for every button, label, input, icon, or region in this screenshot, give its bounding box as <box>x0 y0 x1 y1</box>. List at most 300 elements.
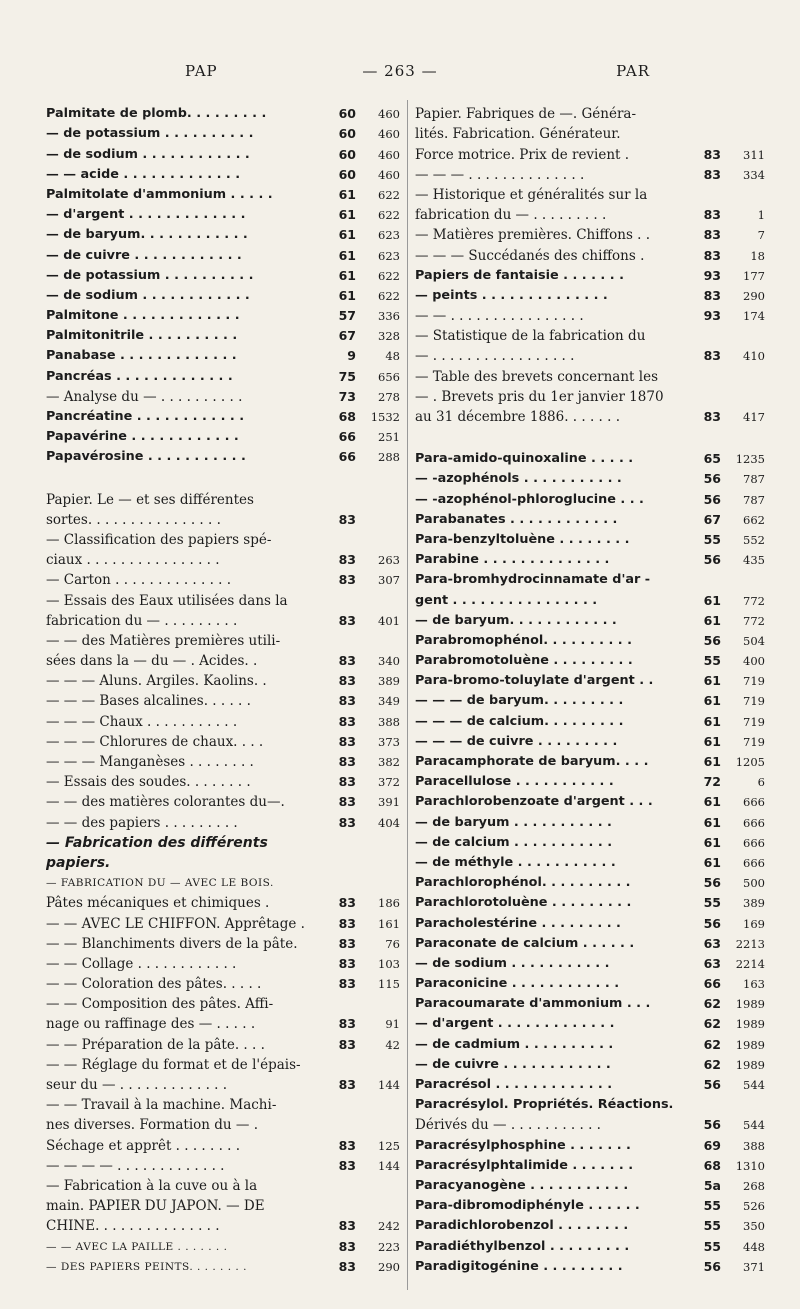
entry-text: Paradigitogénine . . . . . . . . . <box>415 1258 623 1274</box>
entry-volume: 67 <box>338 328 356 344</box>
entry-text: Pancréatine . . . . . . . . . . . . <box>46 409 245 424</box>
entry-volume: 61 <box>703 612 721 628</box>
index-entry <box>415 953 765 973</box>
entry-text: — Historique et généralités sur la <box>415 186 648 203</box>
index-entry <box>415 710 765 730</box>
entry-page: 410 <box>743 349 765 364</box>
entry-volume: 83 <box>338 552 356 568</box>
entry-page: 251 <box>378 430 400 445</box>
entry-volume: 62 <box>703 1016 721 1032</box>
entry-page: 460 <box>378 167 400 182</box>
entry-text: — — — Aluns. Argiles. Kaolins. . <box>46 673 267 690</box>
entry-page: 417 <box>743 410 765 424</box>
index-entry <box>46 791 400 811</box>
entry-page: 622 <box>378 288 400 303</box>
index-entry <box>415 184 765 204</box>
entry-volume: 83 <box>338 612 356 628</box>
entry-volume: 56 <box>703 491 721 507</box>
entry-volume: 83 <box>338 935 356 951</box>
entry-page: 719 <box>743 694 765 709</box>
index-entry <box>46 488 400 508</box>
index-entry <box>415 285 765 305</box>
entry-volume: 68 <box>338 409 356 424</box>
entry-volume: 93 <box>703 308 721 324</box>
entry-volume: 83 <box>703 207 721 223</box>
entry-text: fabrication du — . . . . . . . . . <box>415 207 607 224</box>
entry-text: — de cuivre . . . . . . . . . . . . <box>415 1056 611 1072</box>
entry-text: — de sodium . . . . . . . . . . . <box>415 955 610 971</box>
entry-text: — — des papiers . . . . . . . . . <box>46 814 238 831</box>
entry-text: — Table des brevets concernant les <box>415 368 659 385</box>
entry-text: Paradiéthylbenzol . . . . . . . . . <box>415 1238 630 1254</box>
index-entry <box>415 325 765 345</box>
entry-volume: 61 <box>703 834 721 850</box>
entry-text: — d'argent . . . . . . . . . . . . . <box>46 207 246 223</box>
entry-text: — de sodium . . . . . . . . . . . . <box>46 287 250 303</box>
entry-page: 48 <box>385 349 400 364</box>
entry-text: Parabanates . . . . . . . . . . . . <box>415 511 618 527</box>
entry-volume: 56 <box>703 1258 721 1274</box>
entry-text: — — Travail à la machine. Machi- <box>46 1097 277 1114</box>
entry-text: — — — — . . . . . . . . . . . . . <box>46 1157 225 1174</box>
index-entry <box>46 305 400 325</box>
entry-text: sortes. . . . . . . . . . . . . . . . <box>46 511 221 528</box>
entry-page: 656 <box>378 369 400 384</box>
entry-text: — Fabrication à la cuve ou à la <box>46 1177 258 1194</box>
entry-page: 1989 <box>735 997 765 1012</box>
index-entry <box>46 426 400 446</box>
entry-volume: 61 <box>703 754 721 769</box>
index-entry <box>415 1054 765 1074</box>
entry-volume: 83 <box>338 653 356 669</box>
entry-page: 552 <box>743 532 765 547</box>
entry-page: 290 <box>378 1259 400 1274</box>
entry-page: 1989 <box>735 1037 765 1052</box>
index-entry <box>415 406 765 426</box>
entry-text: Para-bromo-toluylate d'argent . . <box>415 673 654 689</box>
entry-text: — — — de calcium. . . . . . . . . <box>415 713 624 729</box>
entry-volume: 5a <box>703 1177 721 1193</box>
entry-volume: 65 <box>703 451 721 467</box>
entry-text: papiers. <box>46 854 111 871</box>
entry-page: 371 <box>743 1259 765 1274</box>
entry-volume: 83 <box>338 1016 356 1032</box>
entry-text: Para-benzyltoluène . . . . . . . . <box>415 531 630 547</box>
entry-page: 373 <box>378 734 400 749</box>
entry-text: — — — Chlorures de chaux. . . . <box>46 733 264 750</box>
entry-volume: 68 <box>703 1157 721 1173</box>
entry-text: Panabase . . . . . . . . . . . . . <box>46 348 237 364</box>
entry-text: Papavérosine . . . . . . . . . . . <box>46 449 246 465</box>
entry-text: — Matières premières. Chiffons . . <box>415 227 651 244</box>
entry-text: lités. Fabrication. Générateur. <box>415 126 621 143</box>
entry-text: Dérivés du — . . . . . . . . . . . <box>415 1117 601 1134</box>
entry-text: Palmitate de plomb. . . . . . . . . <box>46 106 267 122</box>
header-right: PAR <box>616 62 650 80</box>
entry-page: 382 <box>378 755 400 769</box>
index-entry <box>415 630 765 650</box>
index-entry <box>415 650 765 670</box>
entry-page: 787 <box>743 492 765 507</box>
index-entry <box>46 933 400 953</box>
entry-volume: 83 <box>703 247 721 263</box>
entry-page: 125 <box>378 1138 400 1153</box>
entry-volume: 61 <box>703 673 721 689</box>
entry-volume: 69 <box>703 1137 721 1153</box>
index-entry <box>46 1134 400 1154</box>
entry-text: Parachlorobenzoate d'argent . . . <box>415 794 653 810</box>
entry-page: 350 <box>743 1219 765 1234</box>
index-entry <box>46 832 400 852</box>
entry-text: Parachlorotoluène . . . . . . . . . <box>415 895 632 911</box>
entry-text: — d'argent . . . . . . . . . . . . . <box>415 1016 615 1032</box>
entry-page: 311 <box>743 147 765 162</box>
entry-text: Para-bromhydrocinnamate d'ar - <box>415 572 651 588</box>
entry-volume: 67 <box>703 511 721 527</box>
index-entry <box>46 1033 400 1053</box>
entry-text: CHINE. . . . . . . . . . . . . . . <box>46 1218 220 1235</box>
index-entry <box>415 589 765 609</box>
entry-text: — — Collage . . . . . . . . . . . . <box>46 955 237 972</box>
right-column <box>415 103 765 1276</box>
entry-text: — Classification des papiers spé- <box>46 531 272 548</box>
index-entry <box>46 224 400 244</box>
index-entry <box>415 852 765 872</box>
entry-volume: 83 <box>338 1077 356 1092</box>
entry-text: Palmitone . . . . . . . . . . . . . <box>46 308 240 324</box>
index-entry <box>415 468 765 488</box>
entry-volume: 55 <box>703 1218 721 1234</box>
entry-page: 2213 <box>735 936 765 951</box>
entry-volume: 83 <box>338 733 356 749</box>
index-entry <box>46 509 400 529</box>
entry-text: Paracellulose . . . . . . . . . . . <box>415 774 614 790</box>
entry-text: Palmitolate d'ammonium . . . . . <box>46 186 273 202</box>
entry-volume: 83 <box>338 713 356 729</box>
entry-page: 349 <box>378 694 400 709</box>
index-entry <box>46 406 400 426</box>
index-entry <box>46 529 400 549</box>
index-entry <box>415 103 765 123</box>
entry-page: 288 <box>378 450 400 465</box>
entry-page: 391 <box>378 795 400 810</box>
index-entry <box>46 589 400 609</box>
entry-page: 278 <box>378 389 400 404</box>
entry-text: Paracrésylol. Propriétés. Réactions. <box>415 1097 674 1113</box>
entry-text: — peints . . . . . . . . . . . . . . <box>415 287 608 303</box>
entry-volume: 60 <box>338 126 356 142</box>
entry-volume: 61 <box>338 207 356 223</box>
entry-page: 334 <box>743 167 765 182</box>
entry-volume: 56 <box>703 1117 721 1133</box>
index-entry <box>415 529 765 549</box>
entry-volume: 56 <box>703 552 721 568</box>
index-entry <box>46 771 400 791</box>
entry-volume: 61 <box>338 186 356 202</box>
entry-text: — Essais des soudes. . . . . . . . <box>46 774 251 791</box>
entry-text: — Analyse du — . . . . . . . . . . <box>46 388 243 405</box>
entry-volume: 83 <box>338 1137 356 1153</box>
index-entry <box>415 426 765 448</box>
index-entry <box>415 1155 765 1175</box>
entry-volume: 83 <box>338 814 356 830</box>
entry-volume: 55 <box>703 895 721 911</box>
entry-text: — de potassium . . . . . . . . . . <box>46 267 254 283</box>
index-entry <box>415 569 765 589</box>
header-left: PAP <box>185 62 218 80</box>
index-entry <box>415 345 765 365</box>
entry-text: — Fabrication des différents <box>46 834 268 851</box>
entry-text: — — Réglage du format et de l'épais- <box>46 1056 301 1073</box>
entry-text: Paracrésylphtalimide . . . . . . . <box>415 1157 634 1173</box>
index-entry <box>415 549 765 569</box>
index-entry <box>46 953 400 973</box>
index-entry <box>46 690 400 710</box>
entry-text: Paracyanogène . . . . . . . . . . . <box>415 1177 629 1193</box>
entry-text: Paracamphorate de baryum. . . . <box>415 754 649 769</box>
entry-page: 666 <box>743 815 765 830</box>
entry-page: 186 <box>378 896 400 911</box>
entry-page: 6 <box>757 775 765 790</box>
entry-text: Papiers de fantaisie . . . . . . . <box>415 267 624 283</box>
entry-page: 1989 <box>735 1057 765 1072</box>
index-entry <box>415 365 765 385</box>
entry-page: 622 <box>378 187 400 202</box>
index-entry <box>415 265 765 285</box>
entry-text: — Statistique de la fabrication du <box>415 328 646 345</box>
entry-volume: 93 <box>703 267 721 283</box>
entry-text: sées dans la — du — . Acides. . <box>46 653 258 670</box>
entry-text: — — acide . . . . . . . . . . . . . <box>46 166 241 182</box>
entry-text: — de baryum. . . . . . . . . . . . <box>46 227 248 243</box>
entry-page: 400 <box>743 654 765 669</box>
index-entry <box>46 892 400 912</box>
entry-page: 76 <box>385 936 400 951</box>
index-entry <box>415 670 765 690</box>
entry-page: 91 <box>385 1017 400 1032</box>
entry-volume: 57 <box>338 308 356 324</box>
entry-text: — — Préparation de la pâte. . . . <box>46 1036 265 1053</box>
index-entry <box>415 791 765 811</box>
entry-page: 622 <box>378 208 400 223</box>
entry-volume: 61 <box>703 693 721 709</box>
index-entry <box>415 912 765 932</box>
index-entry <box>46 1013 400 1033</box>
index-entry <box>46 973 400 993</box>
entry-page: 460 <box>378 147 400 162</box>
entry-volume: 55 <box>703 1198 721 1214</box>
entry-text: — de cuivre . . . . . . . . . . . . <box>46 247 242 263</box>
index-entry <box>415 1215 765 1235</box>
entry-page: 388 <box>378 714 400 729</box>
entry-text: — — Blanchiments divers de la pâte. <box>46 935 298 952</box>
entry-volume: 61 <box>703 733 721 749</box>
entry-volume: 61 <box>338 247 356 263</box>
index-entry <box>46 1175 400 1195</box>
index-entry <box>415 1033 765 1053</box>
index-entry <box>46 1074 400 1094</box>
index-entry <box>46 549 400 569</box>
index-entry <box>415 933 765 953</box>
entry-volume: 61 <box>703 854 721 870</box>
entry-volume: 73 <box>338 388 356 404</box>
index-entry <box>415 1074 765 1094</box>
index-entry <box>46 1215 400 1235</box>
index-entry <box>415 224 765 244</box>
index-entry <box>415 771 765 791</box>
entry-page: 401 <box>378 613 400 628</box>
entry-page: 404 <box>378 815 400 830</box>
entry-page: 372 <box>378 775 400 790</box>
entry-text: Papier. Le — et ses différentes <box>46 491 254 508</box>
entry-text: Paraconicine . . . . . . . . . . . . <box>415 976 620 992</box>
entry-page: 719 <box>743 734 765 749</box>
index-entry <box>46 244 400 264</box>
index-entry <box>415 1013 765 1033</box>
index-entry <box>415 204 765 224</box>
entry-text: Séchage et apprêt . . . . . . . . <box>46 1137 241 1154</box>
entry-volume: 63 <box>703 935 721 951</box>
entry-page: 169 <box>743 916 765 931</box>
entry-page: 1989 <box>735 1017 765 1032</box>
entry-text: — — — Bases alcalines. . . . . . <box>46 693 251 710</box>
entry-volume: 62 <box>703 1036 721 1052</box>
entry-page: 242 <box>378 1219 400 1234</box>
entry-text: Parabromophénol. . . . . . . . . . <box>415 632 632 648</box>
index-entry <box>415 1256 765 1276</box>
entry-text: au 31 décembre 1886. . . . . . . <box>415 409 621 425</box>
entry-volume: 61 <box>338 287 356 303</box>
index-entry <box>415 832 765 852</box>
entry-volume: 66 <box>338 429 356 445</box>
index-entry <box>46 650 400 670</box>
entry-text: Para-dibromodiphényle . . . . . . <box>415 1198 640 1214</box>
entry-text: — — Coloration des pâtes. . . . . <box>46 976 262 993</box>
entry-volume: 66 <box>703 976 721 992</box>
index-entry <box>46 345 400 365</box>
entry-text: Paradichlorobenzol . . . . . . . . <box>415 1218 629 1234</box>
entry-text: Parabine . . . . . . . . . . . . . . <box>415 552 610 568</box>
index-entry <box>415 751 765 771</box>
index-entry <box>46 123 400 143</box>
entry-volume: 83 <box>338 955 356 971</box>
index-entry <box>46 610 400 630</box>
index-entry <box>46 103 400 123</box>
entry-page: 504 <box>743 633 765 648</box>
entry-page: 1 <box>757 208 765 223</box>
entry-text: Paraconate de calcium . . . . . . <box>415 935 635 951</box>
index-entry <box>46 1054 400 1074</box>
entry-volume: 83 <box>338 673 356 689</box>
entry-volume: 83 <box>338 511 356 527</box>
entry-text: — — — Succédanés des chiffons . <box>415 247 645 264</box>
index-entry <box>46 184 400 204</box>
entry-volume: 83 <box>703 166 721 182</box>
entry-page: 460 <box>378 127 400 142</box>
entry-page: 1235 <box>735 452 765 467</box>
entry-text: — . . . . . . . . . . . . . . . . . <box>415 348 575 365</box>
entry-volume: 61 <box>703 814 721 830</box>
entry-page: 772 <box>743 613 765 628</box>
entry-text: — de sodium . . . . . . . . . . . . <box>46 146 250 162</box>
entry-text: Pâtes mécaniques et chimiques . <box>46 895 270 912</box>
entry-volume: 83 <box>703 287 721 303</box>
entry-page: 174 <box>743 309 765 324</box>
entry-page: 328 <box>378 329 400 344</box>
entry-volume: 56 <box>703 915 721 931</box>
entry-volume: 56 <box>703 1077 721 1092</box>
index-entry <box>46 143 400 163</box>
index-entry <box>46 993 400 1013</box>
entry-page: 448 <box>743 1239 765 1254</box>
index-entry <box>415 1175 765 1195</box>
entry-page: 388 <box>743 1138 765 1153</box>
entry-page: 435 <box>743 553 765 568</box>
entry-text: — — — Manganèses . . . . . . . . <box>46 754 254 770</box>
index-entry <box>46 751 400 771</box>
entry-volume: 83 <box>338 754 356 769</box>
index-entry <box>415 1195 765 1215</box>
entry-text: — -azophénols . . . . . . . . . . . <box>415 471 622 487</box>
index-entry <box>415 1094 765 1114</box>
entry-text: — — des matières colorantes du—. <box>46 794 285 811</box>
index-entry <box>46 466 400 488</box>
entry-text: Parachlorophénol. . . . . . . . . . <box>415 875 631 891</box>
index-entry <box>415 123 765 143</box>
entry-page: 526 <box>743 1199 765 1214</box>
entry-volume: 61 <box>703 713 721 729</box>
entry-volume: 66 <box>338 449 356 465</box>
entry-volume: 83 <box>338 572 356 588</box>
index-entry <box>46 1235 400 1255</box>
entry-text: — — — de baryum. . . . . . . . . <box>415 693 624 709</box>
index-entry <box>46 1094 400 1114</box>
entry-volume: 83 <box>338 1157 356 1173</box>
entry-page: 263 <box>378 553 400 568</box>
index-entry <box>415 1235 765 1255</box>
entry-volume: 83 <box>338 1218 356 1234</box>
entry-page: 623 <box>378 228 400 243</box>
entry-volume: 83 <box>703 227 721 243</box>
entry-text: — Carton . . . . . . . . . . . . . . <box>46 572 232 589</box>
entry-volume: 62 <box>703 1056 721 1072</box>
index-entry <box>46 630 400 650</box>
entry-page: 666 <box>743 835 765 850</box>
entry-text: — — . . . . . . . . . . . . . . . . <box>415 308 584 325</box>
entry-page: 623 <box>378 248 400 263</box>
index-entry <box>46 731 400 751</box>
entry-page: 290 <box>743 288 765 303</box>
entry-page: 340 <box>378 654 400 669</box>
entry-volume: 83 <box>703 146 721 162</box>
index-entry <box>46 386 400 406</box>
entry-volume: 62 <box>703 996 721 1012</box>
index-entry <box>415 872 765 892</box>
entry-text: — de cadmium . . . . . . . . . . <box>415 1036 614 1052</box>
entry-page: 1310 <box>735 1158 765 1173</box>
entry-page: 772 <box>743 593 765 608</box>
entry-page: 719 <box>743 674 765 689</box>
index-entry <box>415 973 765 993</box>
index-entry <box>46 1155 400 1175</box>
entry-volume: 55 <box>703 531 721 547</box>
index-entry <box>415 892 765 912</box>
entry-volume: 55 <box>703 653 721 669</box>
entry-page: 177 <box>743 268 765 283</box>
index-entry <box>415 731 765 751</box>
entry-page: 144 <box>378 1078 400 1092</box>
entry-text: — de potassium . . . . . . . . . . <box>46 126 254 142</box>
